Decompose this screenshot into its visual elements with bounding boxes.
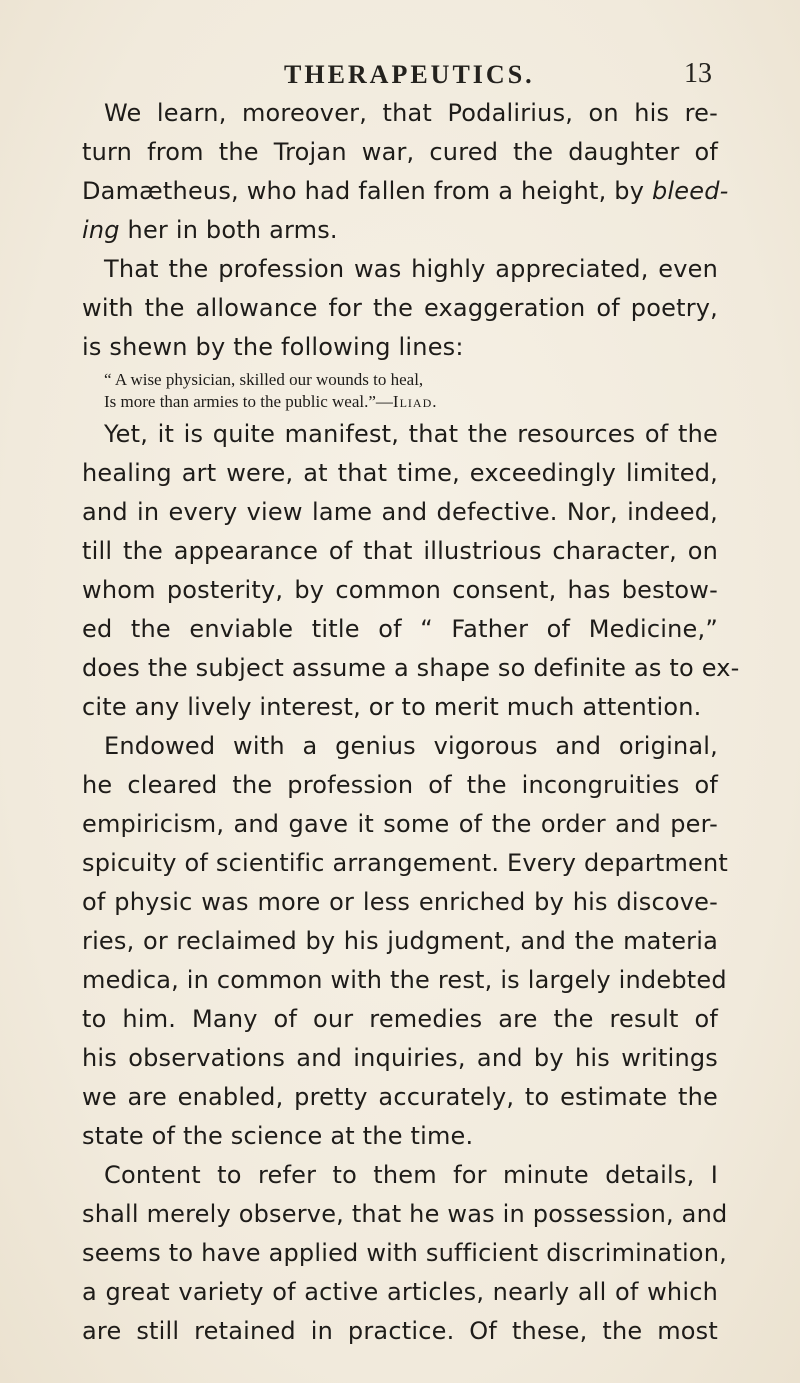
running-head: THERAPEUTICS.: [284, 60, 535, 89]
text-line: [82, 211, 718, 250]
quote-line: [82, 391, 718, 413]
text-line: we are enabled, pretty accurately, to estimate the: [82, 1083, 718, 1111]
quote-source: Iliad.: [392, 392, 438, 411]
text-line: are still retained in practice. Of these, the most: [82, 1317, 718, 1345]
quote-line: “ A wise physician, skilled our wounds to heal,: [104, 370, 424, 389]
text-line: We learn, moreover, that Podalirius, on his re-: [104, 99, 718, 127]
text-line: a great variety of active articles, nearly all of which: [82, 1278, 718, 1306]
italic-text: bleed-: [651, 177, 729, 205]
text-line: till the appearance of that illustrious character, on: [82, 537, 718, 565]
text-line: medica, in common with the rest, is largely indebted: [82, 966, 727, 994]
text-line: empiricism, and gave it some of the order and per-: [82, 810, 718, 838]
text-line: his observations and inquiries, and by his writings: [82, 1044, 718, 1072]
text-line: ries, or reclaimed by his judgment, and the materia: [82, 927, 718, 955]
text-line: seems to have applied with sufficient discrimination,: [82, 1239, 727, 1267]
text-line: of physic was more or less enriched by his discove-: [82, 888, 718, 916]
page-number: 13: [684, 58, 712, 89]
text-span: her in both arms.: [119, 216, 338, 244]
text-line: healing art were, at that time, exceedingly limited,: [82, 459, 718, 487]
text-span: Is more than armies to the public weal.”—: [104, 392, 393, 411]
text-line: [82, 172, 729, 211]
body-text: [82, 94, 740, 1351]
italic-text: ing: [82, 216, 120, 244]
text-line: cite any lively interest, or to merit much attention.: [82, 693, 702, 721]
text-line: is shewn by the following lines:: [82, 333, 464, 361]
text-line: spicuity of scientific arrangement. Every department: [82, 849, 729, 877]
text-line: to him. Many of our remedies are the result of: [82, 1005, 718, 1033]
page-header: [0, 60, 800, 94]
text-line: with the allowance for the exaggeration of poetry,: [82, 294, 718, 322]
text-line: he cleared the profession of the incongruities of: [82, 771, 718, 799]
text-line: ed the enviable title of “ Father of Medicine,”: [82, 615, 718, 643]
text-line: turn from the Trojan war, cured the daughter of: [82, 138, 718, 166]
text-line: whom posterity, by common consent, has bestow-: [82, 576, 718, 604]
text-line: and in every view lame and defective. Nor, indeed,: [82, 498, 718, 526]
text-line: That the profession was highly appreciated, even: [104, 255, 718, 283]
text-line: Yet, it is quite manifest, that the resources of the: [104, 420, 718, 448]
text-line: Endowed with a genius vigorous and original,: [104, 732, 718, 760]
text-line: shall merely observe, that he was in possession, and: [82, 1200, 728, 1228]
text-line: Content to refer to them for minute details, I: [104, 1161, 718, 1189]
text-line: does the subject assume a shape so definite as to ex-: [82, 654, 740, 682]
text-line: state of the science at the time.: [82, 1122, 474, 1150]
text-span: Damætheus, who had fallen from a height, by: [82, 177, 652, 205]
